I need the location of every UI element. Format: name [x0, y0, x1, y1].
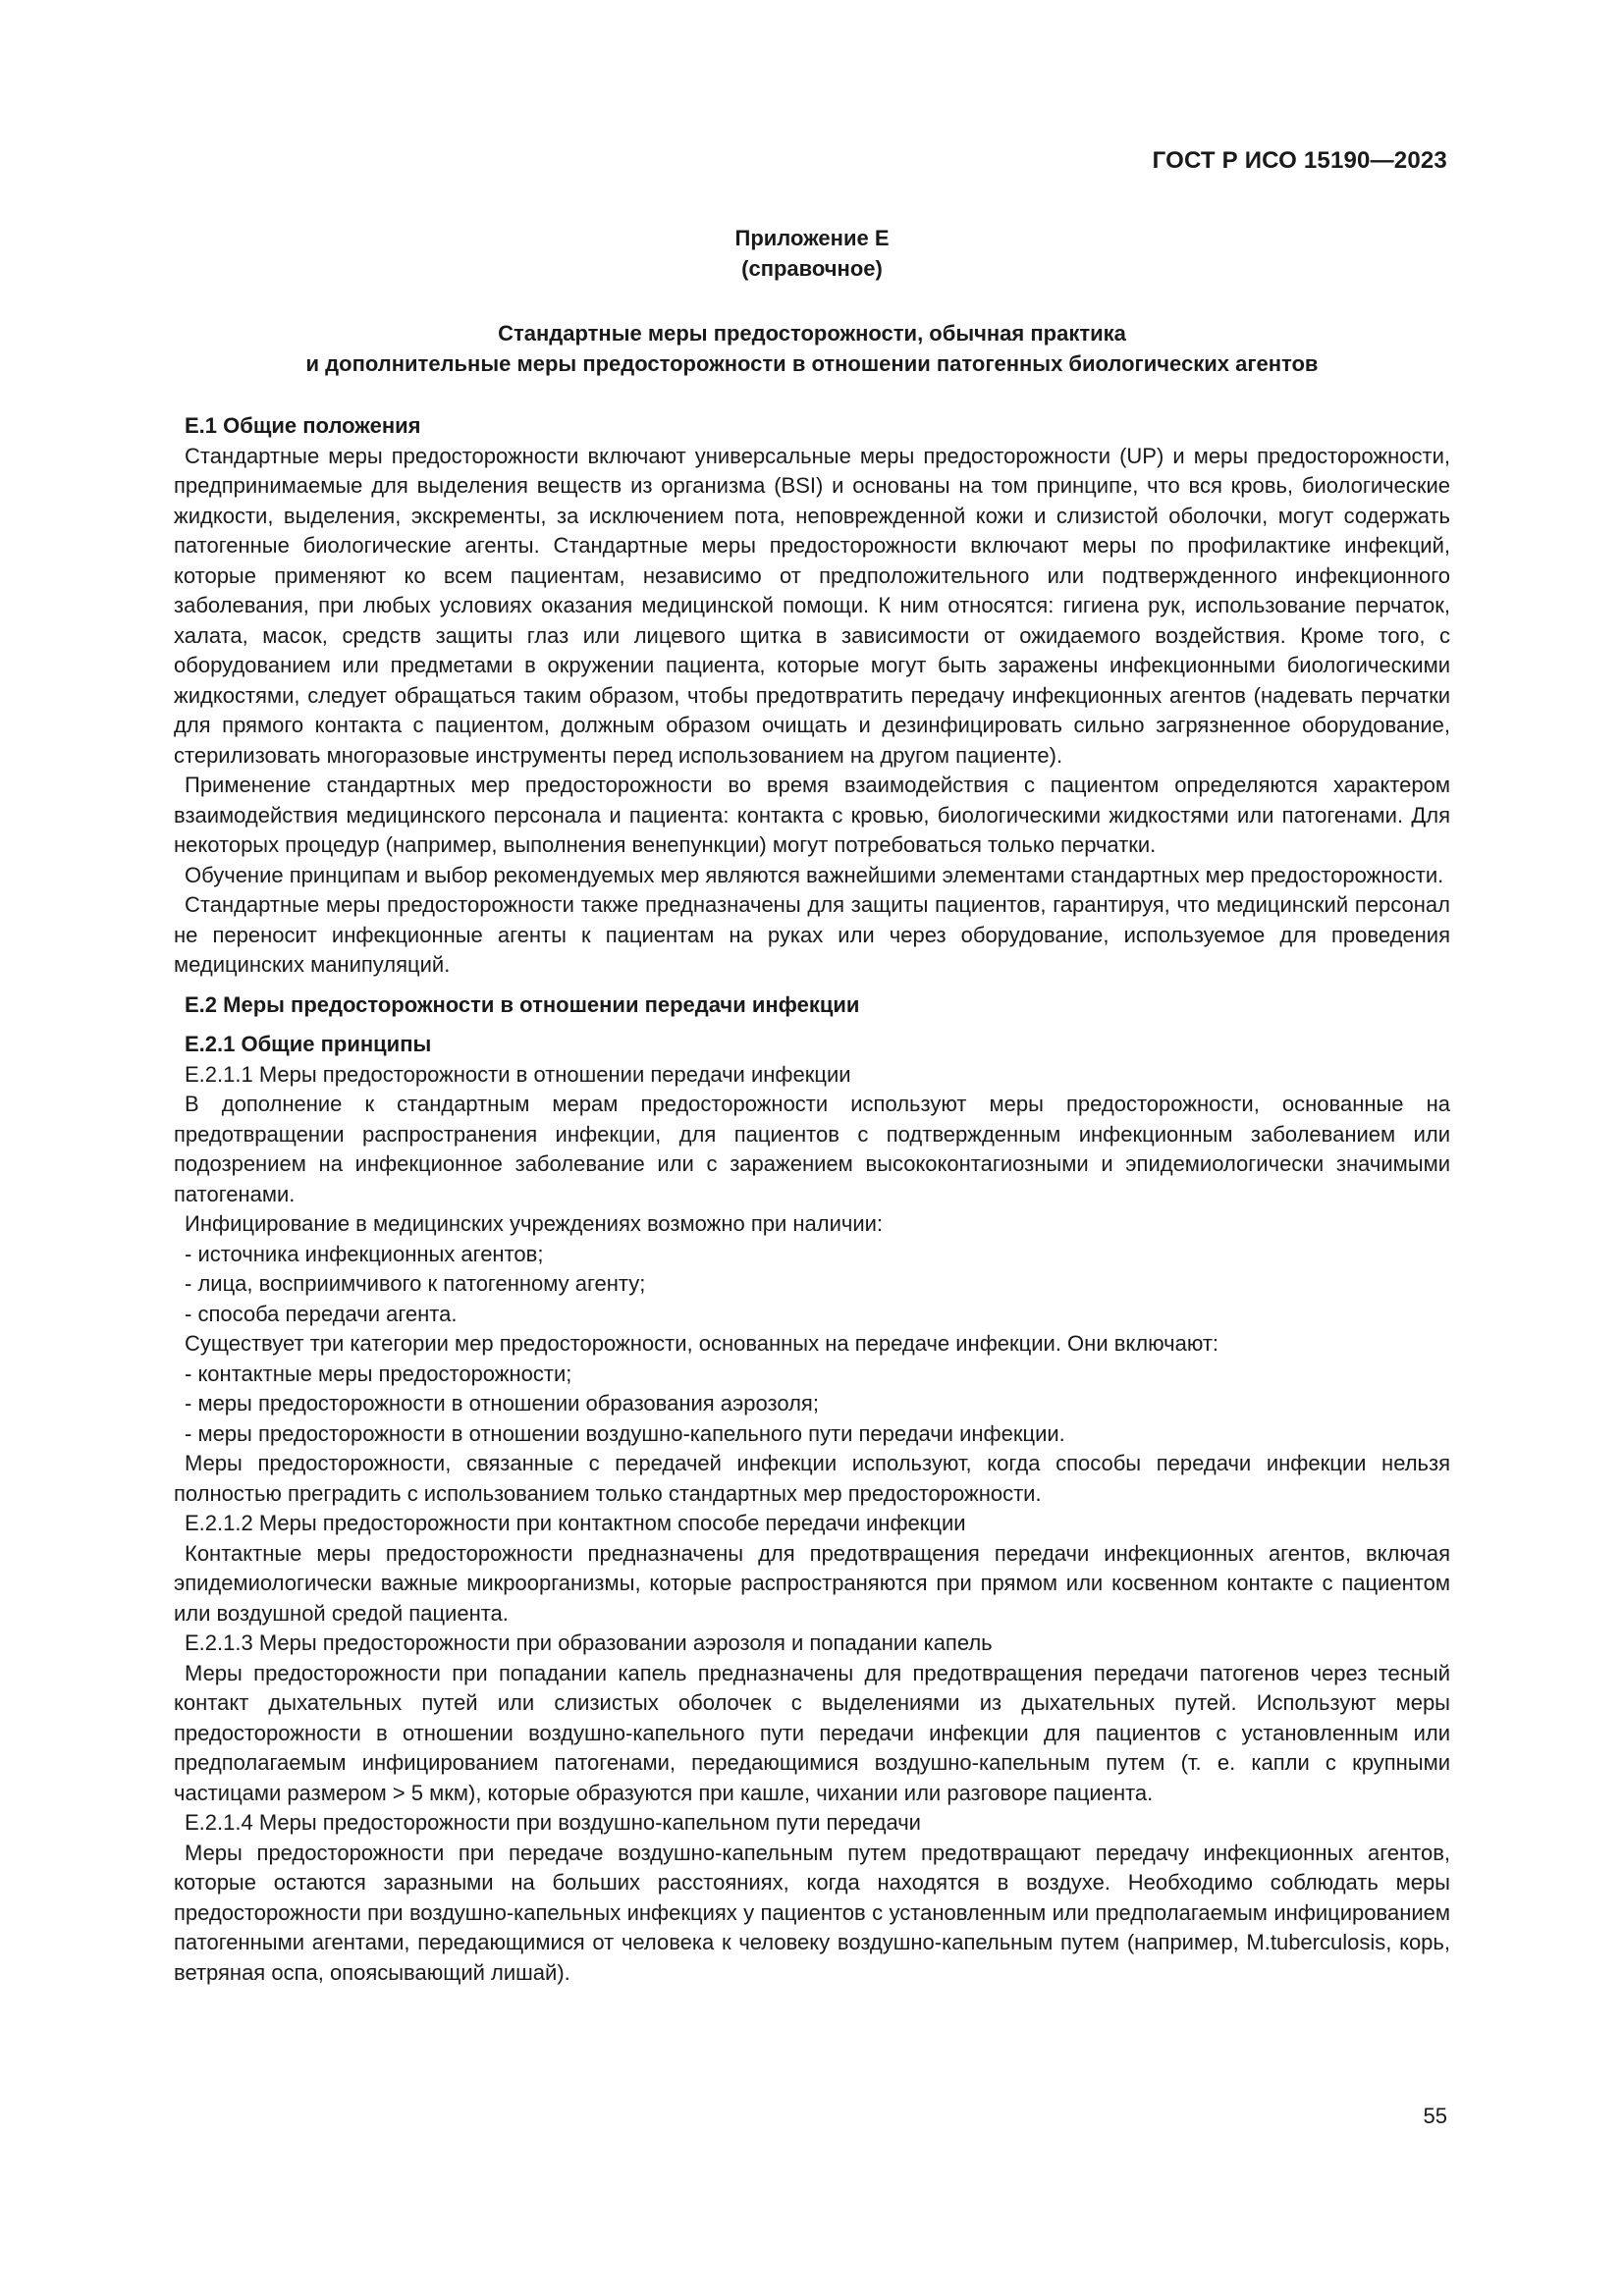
paragraph: Обучение принципам и выбор рекомендуемых мер являются важнейшими элементами стандартных мер предосторожности. [185, 862, 1444, 887]
paragraph: В дополнение к стандартным мерам предосторожности используют меры предосторожности, основанные на предотвращении распространения инфекции, для пациентов с подтвержденным инфекционным заболеванием или подозрением на инфекционное заболевание или с заражением высококонтагиозными и эпидемиологически значимыми патогенами. [174, 1092, 1450, 1206]
section-heading-e1: Е.1 Общие положения [185, 413, 421, 438]
paragraph: Стандартные меры предосторожности также предназначены для защиты пациентов, гарантируя, что медицинский персонал не переносит инфекционные агенты к пациентам на руках или через оборудование, используемое для проведения медицинских манипуляций. [174, 892, 1450, 977]
paragraph: Меры предосторожности при передаче воздушно-капельным путем предотвращают передачу инфекционных агентов, которые остаются заразными на больших расстояниях, когда находятся в воздухе. Необходимо соблюдать меры предосторожности при воздушно-капельных инфекциях у пациентов с установленным или предполагаемым инфицированием патогенными агентами, передающимися от человека к человеку воздушно-капельным путем (например, M.tuberculosis, корь, ветряная оспа, опоясывающий лишай). [174, 1840, 1450, 1985]
annex-main-title [174, 319, 1450, 379]
paragraph: Меры предосторожности при попадании капель предназначены для предотвращения передачи патогенов через тесный контакт дыхательных путей или слизистых оболочек с выделениями из дыхательных путей. Используют меры предосторожности в отношении воздушно-капельного пути передачи инфекции для пациентов с установленным или предполагаемым инфицированием патогенами, передающимися воздушно-капельным путем (т. е. капли с крупными частицами размером > 5 мкм), которые образуются при кашле, чихании или разговоре пациента. [174, 1660, 1450, 1805]
list-item: - контактные меры предосторожности; [185, 1361, 572, 1386]
section-heading-e2: Е.2 Меры предосторожности в отношении передачи инфекции [185, 991, 860, 1017]
annex-main-title-line-1: Стандартные меры предосторожности, обычная практика [498, 321, 1126, 346]
paragraph: Существует три категории мер предосторожности, основанных на передаче инфекции. Они включают: [185, 1331, 1219, 1356]
document-code: ГОСТ Р ИСО 15190—2023 [1152, 147, 1447, 174]
annex-title: Приложение Е [734, 226, 890, 250]
clause-heading-e214: Е.2.1.4 Меры предосторожности при воздушно-капельном пути передачи [185, 1810, 921, 1835]
list-item: - меры предосторожности в отношении образования аэрозоля; [185, 1391, 819, 1415]
paragraph: Инфицирование в медицинских учреждениях возможно при наличии: [185, 1211, 884, 1236]
annex-subtitle: (справочное) [741, 255, 883, 281]
list-item: - меры предосторожности в отношении воздушно-капельного пути передачи инфекции. [185, 1420, 1065, 1446]
page-number: 55 [1423, 2104, 1447, 2128]
clause-heading-e213: Е.2.1.3 Меры предосторожности при образовании аэрозоля и попадании капель [185, 1630, 993, 1655]
paragraph: Стандартные меры предосторожности включают универсальные меры предосторожности (UP) и меры предосторожности, предпринимаемые для выделения веществ из организма (BSI) и основаны на том принципе, что вся кровь, биологические жидкости, выделения, экскременты, за исключением пота, неповрежденной кожи и слизистой оболочки, могут содержать патогенные биологические агенты. Стандартные меры предосторожности включают меры по профилактике инфекций, которые применяют ко всем пациентам, независимо от предположительного или подтвержденного инфекционного заболевания, при любых условиях оказания медицинской помощи. К ним относятся: гигиена рук, использование перчаток, халата, масок, средств защиты глаз или лицевого щитка в зависимости от ожидаемого воздействия. Кроме того, с оборудованием или предметами в окружении пациента, которые могут быть заражены инфекционными биологическими жидкостями, следует обращаться таким образом, чтобы предотвратить передачу инфекционных агентов (надевать перчатки для прямого контакта с пациентом, должным образом очищать и дезинфицировать сильно загрязненное оборудование, стерилизовать многоразовые инструменты перед использованием на другом пациенте). [174, 443, 1450, 768]
paragraph: Применение стандартных мер предосторожности во время взаимодействия с пациентом определяются характером взаимодействия медицинского персонала и пациента: контакта с кровью, биологическими жидкостями или патогенами. Для некоторых процедур (например, выполнения венепункции) могут потребоваться только перчатки. [174, 773, 1450, 857]
clause-heading-e211: Е.2.1.1 Меры предосторожности в отношении передачи инфекции [185, 1061, 851, 1087]
list-item: - источника инфекционных агентов; [185, 1241, 544, 1266]
document-body [174, 224, 1450, 1988]
clause-heading-e212: Е.2.1.2 Меры предосторожности при контактном способе передачи инфекции [185, 1511, 966, 1535]
paragraph: Меры предосторожности, связанные с передачей инфекции используют, когда способы передачи инфекции нельзя полностью преградить с использованием только стандартных мер предосторожности. [174, 1451, 1450, 1506]
list-item: - способа передачи агента. [185, 1301, 458, 1326]
annex-main-title-line-2: и дополнительные меры предосторожности в отношении патогенных биологических агентов [305, 350, 1319, 376]
paragraph: Контактные меры предосторожности предназначены для предотвращения передачи инфекционных агентов, включая эпидемиологически важные микроорганизмы, которые распространяются при прямом или косвенном контакте с пациентом или воздушной средой пациента. [174, 1540, 1450, 1626]
list-item: - лица, восприимчивого к патогенному агенту; [185, 1271, 646, 1296]
subsection-heading-e21: Е.2.1 Общие принципы [185, 1032, 432, 1056]
